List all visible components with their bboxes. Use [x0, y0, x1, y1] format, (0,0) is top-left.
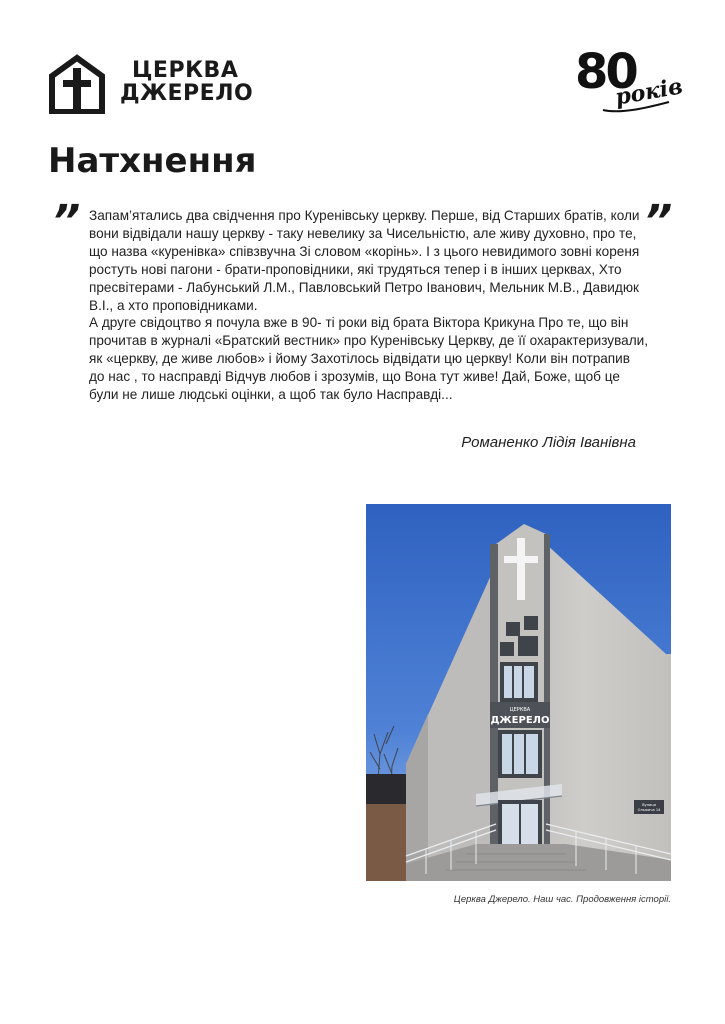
photo-plaque-line-1: Вулиця: [642, 803, 656, 807]
church-cross-icon: [48, 54, 106, 114]
anniversary-word: років: [613, 73, 685, 111]
quote-paragraph-2: А друге свідоцтво я почула вже в 90- ті роки від брата Віктора Крикуна Про те, що він прочитав в журналі «Братский вестник» про Куренівську Церкву, де її охарактеризували, як «церкву, де живе любов» і йому Захотілось відвідати цю церкву! Коли він потрапив до нас , то насправді Відчув любов і зрозумів, що Вона тут живе! Дай, Боже, щоб це були не лише людські оцінки, а щоб так було Насправді...: [89, 315, 649, 403]
photo-plaque-line-2: Ольжича 14: [637, 808, 661, 812]
quote-close-mark: ”: [644, 196, 673, 247]
photo-sign-large: ДЖЕРЕЛО: [490, 715, 550, 726]
church-photo: [366, 504, 671, 881]
church-logo: [48, 54, 258, 116]
logo-line-1: ЦЕРКВА: [132, 58, 239, 83]
page-title: Натхнення: [48, 141, 257, 181]
anniversary-badge: [575, 44, 685, 118]
logo-wordmark: [120, 59, 253, 105]
quote-author: Романенко Лідія Іванівна: [461, 434, 636, 451]
anniversary-number: 80: [575, 44, 636, 100]
photo-sign-small: ЦЕРКВА: [509, 707, 531, 713]
swash-icon: [601, 100, 671, 114]
photo-caption: Церква Джерело. Наш час. Продовження історії.: [453, 894, 671, 905]
quote-body: [89, 207, 649, 404]
church-building-illustration: [366, 504, 671, 881]
logo-line-2: ДЖЕРЕЛО: [120, 81, 254, 106]
quote-paragraph-1: Запам’ятались два свідчення про Куренівську церкву. Перше, від Старших братів, коли вони відвідали нашу церкву - таку невелику за Чисельністю, але живу духовно, про те, що назва «куренівка» співзвучна Зі словом «корінь». І з цього невидимого зовні кореня ростуть нові пагони - брати-проповідники, які трудяться тепер і в інших церквах, Хто пресвітерами - Лабунський Л.М., Павловський Петро Іванович, Мельник М.В., Давидюк В.І., а хто проповідниками.: [89, 208, 640, 313]
quote-open-mark: ”: [52, 196, 81, 247]
